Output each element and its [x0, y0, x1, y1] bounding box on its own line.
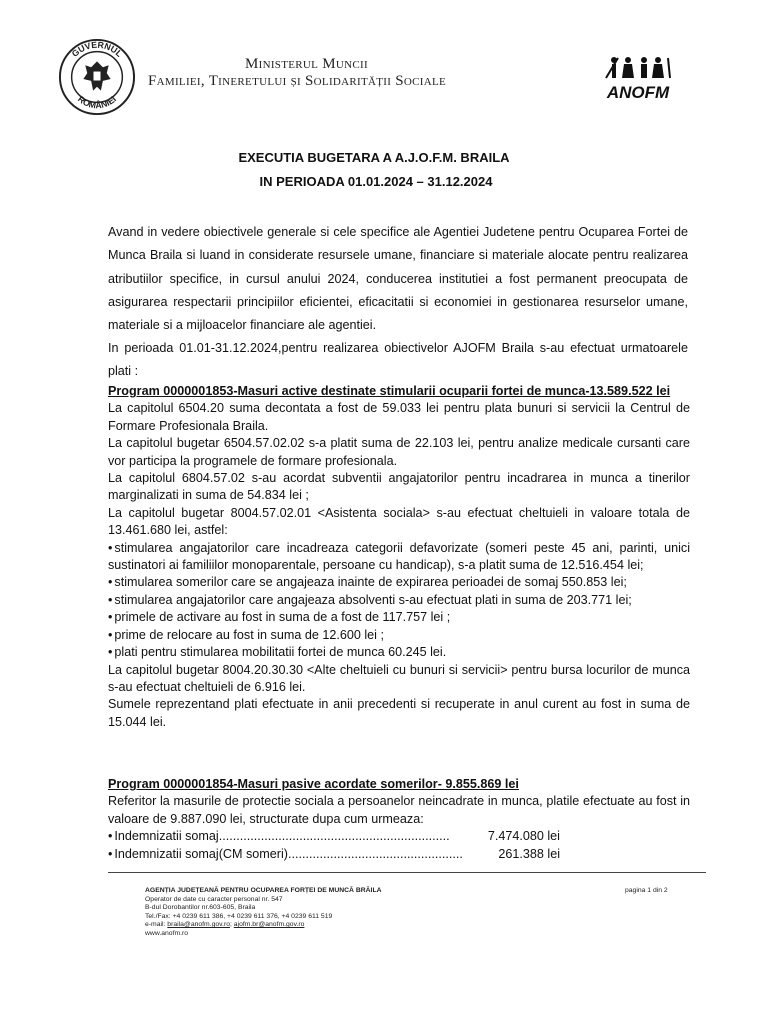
footer-divider — [108, 872, 706, 873]
bullet-item: • stimularea angajatorilor care angajeaza absolventi s-au efectuat plati in suma de 203.771 lei; — [108, 592, 690, 609]
svg-text:GUVERNUL: GUVERNUL — [69, 39, 125, 59]
paragraph-line: La capitolul bugetar 8004.20.30.30 <Alte cheltuieli cu bunuri si servicii> pentru bursa locurilor de munca s-au efectuat cheltuieli de 6.916 lei. — [108, 662, 690, 694]
program-passive-measures — [108, 776, 690, 863]
svg-text:ROMÂNIEI: ROMÂNIEI — [75, 93, 119, 111]
intro-paragraph: Avand in vedere obiectivele generale si cele specifice ale Agentiei Judetene pentru Ocuparea Fortei de Munca Braila si luand in considerate resursele umane, financiare si materiale alocate pentru realizarea atributiilor specifice, in cursul anului 2024, conducerea institutiei a fost permanent preocupata de asigurarea respectarii principiilor eficientei, eficacitatii si economiei in gestionarea resurselor umane, materiale si a mijloacelor financiare ale agentiei. — [108, 225, 688, 333]
bullet-item: • plati pentru stimularea mobilitatii fortei de munca 60.245 lei. — [108, 644, 690, 661]
program-active-measures — [108, 383, 690, 731]
paragraph-line: La capitolul 6504.20 suma decontata a fost de 59.033 lei pentru plata bunuri si servicii la Centrul de Formare Profesionala Braila. — [108, 401, 690, 433]
payment-item-row — [108, 846, 690, 863]
bullet-item: • stimularea somerilor care se angajeaza inainte de expirarea perioadei de somaj 550.853 lei; — [108, 574, 690, 591]
program-active-heading: Program 0000001853-Masuri active destinate stimularii ocuparii fortei de munca-13.589.522 lei — [108, 384, 671, 398]
payments-intro-paragraph: In perioada 01.01-31.12.2024,pentru realizarea obiectivelor AJOFM Braila s-au efectuat urmatoarele plati : — [108, 341, 688, 379]
document-period: IN PERIOADA 01.01.2024 – 31.12.2024 — [259, 174, 493, 189]
paragraph-line: Referitor la masurile de protectie sociala a persoanelor neincadrate in munca, platile efectuate au fost in valoare de 9.887.090 lei, structurate dupa cum urmeaza: — [108, 794, 690, 826]
payment-item-amount: 261.388 lei — [498, 846, 560, 861]
anofm-logo — [598, 52, 678, 102]
document-title: EXECUTIA BUGETARA A A.J.O.F.M. BRAILA — [238, 150, 510, 165]
bullet-item: • prime de relocare au fost in suma de 12.600 lei ; — [108, 627, 690, 644]
payment-item-label: • Indemnizatii somaj(CM someri).................................................. — [108, 846, 480, 863]
footer-email-link[interactable]: ajofm.br@anofm.gov.ro — [233, 921, 305, 929]
footer-phone: Tel./Fax: +4 0239 611 386, +4 0239 611 376, +4 0239 611 519 — [145, 912, 333, 920]
payment-item-label: • Indemnizatii somaj.................................................................. — [108, 828, 480, 845]
footer-contact — [145, 887, 382, 939]
footer-address: B-dul Dorobantilor nr.603-605, Braila — [145, 904, 256, 912]
bullet-item: • primele de activare au fost in suma de a fost de 117.757 lei ; — [108, 609, 690, 626]
paragraph-line: La capitolul bugetar 6504.57.02.02 s-a platit suma de 22.103 lei, pentru analize medicale cursanti care vor participa la programele de formare profesionala. — [108, 436, 690, 468]
payment-item-row — [108, 828, 690, 845]
paragraph-line: La capitolul bugetar 8004.57.02.01 <Asistenta sociala> s-au efectuat cheltuieli in valoare totala de 13.461.680 lei, astfel: — [108, 505, 690, 538]
payment-item-amount: 7.474.080 lei — [487, 829, 560, 844]
paragraph-line: La capitolul 6804.57.02 s-au acordat subventii angajatorilor pentru incadrarea in munca a tinerilor marginalizati in suma de 54.834 lei ; — [108, 471, 690, 503]
ministry-name — [148, 56, 446, 90]
anofm-logo-text: ANOFM — [606, 83, 670, 102]
government-seal-logo — [58, 38, 136, 116]
ministry-line-1: Ministerul Muncii — [245, 56, 368, 72]
program-passive-heading: Program 0000001854-Masuri pasive acordate somerilor- 9.855.869 lei — [108, 777, 519, 791]
footer-email-label: e-mail: — [145, 921, 166, 929]
footer-email-link[interactable]: braila@anofm.gov.ro — [167, 921, 230, 929]
footer-agency-name: AGENȚIA JUDEȚEANĂ PENTRU OCUPAREA FORȚEI DE MUNCĂ BRĂILA — [145, 887, 382, 894]
bullet-item: • stimularea angajatorilor care incadreaza categorii defavorizate (someri peste 45 ani, parinti, unici sustinatori ai familiilor monoparentale, persoane cu handicap), s-a platit suma de 12.516.454 lei; — [108, 540, 690, 575]
footer-email-line: e-mail: braila@anofm.gov.ro; ajofm.br@anofm.gov.ro — [145, 921, 305, 929]
footer-website[interactable]: www.anofm.ro — [145, 929, 189, 937]
footer-operator: Operator de date cu caracter personal nr. 547 — [145, 895, 283, 903]
paragraph-line: Sumele reprezentand plati efectuate in anii precedenti si recuperate in anul curent au fost in suma de 15.044 lei. — [108, 697, 690, 729]
ministry-line-2: Familiei, Tineretului și Solidarității Sociale — [148, 73, 447, 89]
page-number: pagina 1 din 2 — [625, 887, 668, 894]
